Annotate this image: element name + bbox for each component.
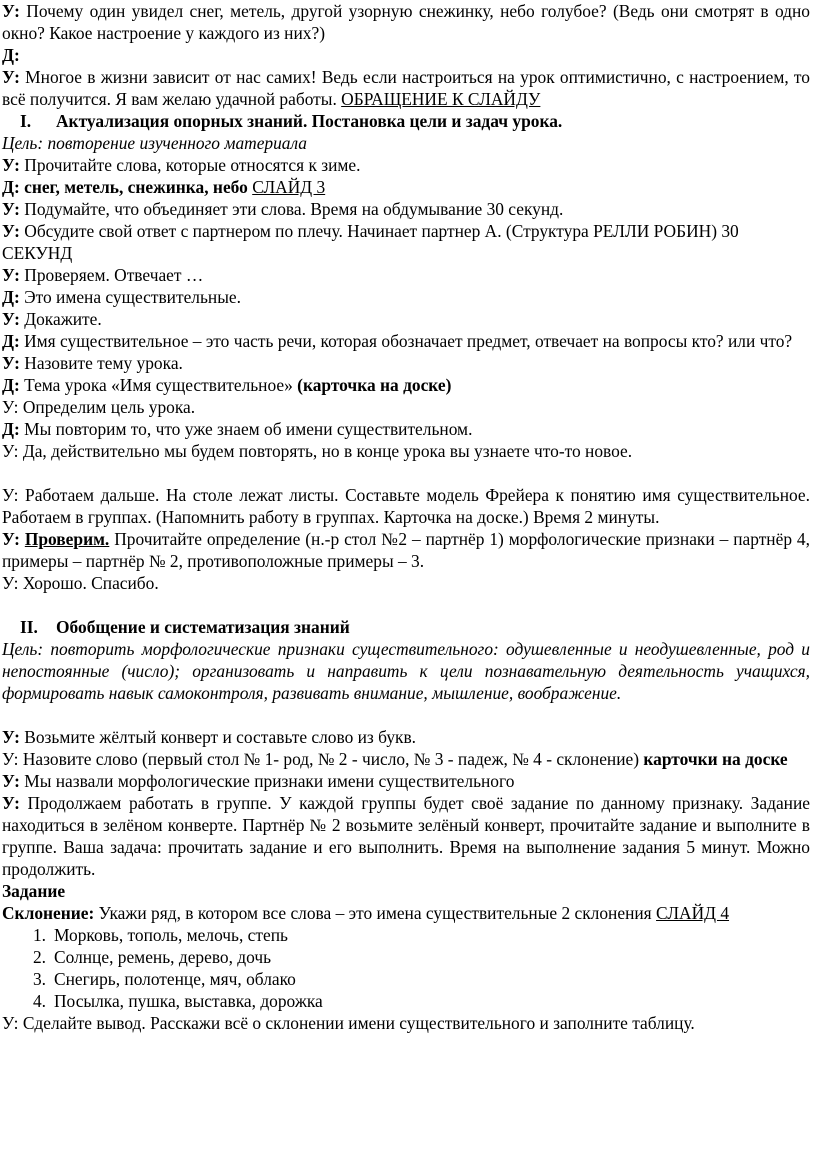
board-card-note: (карточка на доске) <box>297 375 452 395</box>
check-label: Проверим. <box>24 529 110 549</box>
list-item <box>2 924 810 946</box>
section-number: I. <box>20 111 32 131</box>
speaker-label: Д: <box>2 331 20 351</box>
list-text: Снегирь, полотенце, мяч, облако <box>54 969 296 989</box>
paragraph-text: Почему один увидел снег, метель, другой узорную снежинку, небо голубое? (Ведь они смотрят в одно окно? Какое настроение у каждого из них?) <box>2 1 810 43</box>
paragraph-check <box>2 528 810 572</box>
speaker-label: У: <box>2 727 20 747</box>
paragraph <box>2 770 810 792</box>
section-heading-2 <box>2 616 810 638</box>
slide-reference: СЛАЙД 3 <box>252 177 326 197</box>
paragraph-text: Мы повторим то, что уже знаем об имени существительном. <box>19 419 473 439</box>
paragraph <box>2 264 810 286</box>
section-heading-1 <box>2 110 810 132</box>
paragraph-text: Укажи ряд, в котором все слова – это имена существительные 2 склонения <box>94 903 657 923</box>
speaker-label: У: <box>2 265 20 285</box>
paragraph-declension-task <box>2 902 810 924</box>
section-title: Актуализация опорных знаний. Постановка цели и задач урока. <box>56 111 563 131</box>
paragraph <box>2 748 810 770</box>
speaker-label: У: <box>2 199 20 219</box>
paragraph-text: Тема урока «Имя существительное» <box>19 375 298 395</box>
speaker-label: Д: <box>2 287 20 307</box>
paragraph <box>2 286 810 308</box>
paragraph <box>2 726 810 748</box>
paragraph-group-task <box>2 792 810 880</box>
paragraph: У: Да, действительно мы будем повторять, но в конце урока вы узнаете что-то новое. <box>2 441 633 461</box>
paragraph-text: Имя существительное – это часть речи, которая обозначает предмет, отвечает на вопросы кто? или что? <box>19 331 793 351</box>
paragraph <box>2 220 810 264</box>
paragraph <box>2 308 810 330</box>
section-goal: Цель: повторение изученного материала <box>2 133 307 153</box>
spacer <box>2 462 810 484</box>
paragraph <box>2 374 810 396</box>
task-label: Склонение: <box>2 903 95 923</box>
paragraph-text: Мы назвали морфологические признаки имени существительного <box>19 771 515 791</box>
speaker-label: У: <box>2 1 20 21</box>
paragraph-mood <box>2 66 810 110</box>
slide-reference: СЛАЙД 4 <box>656 903 730 923</box>
paragraph-text: У: Назовите слово (первый стол № 1- род, № 2 - число, № 3 - падеж, № 4 - склонение) <box>2 749 644 769</box>
section-title: Обобщение и систематизация знаний <box>56 617 350 637</box>
paragraph-text: Докажите. <box>19 309 102 329</box>
list-text: Посылка, пушка, выставка, дорожка <box>54 991 323 1011</box>
section-goal: Цель: повторить морфологические признаки существительного: одушевленные и неодушевленные, род и непостоянные (число); организовать и направить к цели познавательную деятельность учащихся, формировать навык самоконтроля, развивать внимание, мышление, воображение. <box>2 639 810 703</box>
speaker-label: У: <box>2 353 20 373</box>
list-text: Морковь, тополь, мелочь, степь <box>54 925 288 945</box>
paragraph <box>2 418 810 440</box>
section-number: II. <box>20 617 38 637</box>
speaker-answer: Д: снег, метель, снежинка, небо <box>2 177 248 197</box>
list-item <box>2 990 810 1012</box>
list-number: 2. <box>32 947 46 967</box>
paragraph-text: Назовите тему урока. <box>19 353 183 373</box>
speaker-label: У: <box>2 793 20 813</box>
paragraph-text: Продолжаем работать в группе. У каждой группы будет своё задание по данному признаку. Задание находиться в зелёном конверте. Партнёр № 2 возьмите зелёный конверт, прочитайте задание и выполните в группе. Ваша задача: прочитать задание и его выполнить. Время на выполнение задания 5 минут. Можно продолжить. <box>2 793 810 879</box>
speaker-label: У: <box>2 67 20 87</box>
paragraph: У: Хорошо. Спасибо. <box>2 573 159 593</box>
paragraph-text: Многое в жизни зависит от нас самих! Ведь если настроиться на урок оптимистично, с настроением, то всё получится. Я вам желаю удачной работы. <box>2 67 810 109</box>
paragraph-question <box>2 0 810 44</box>
speaker-label: Д: <box>2 419 20 439</box>
speaker-label: Д: <box>2 45 20 65</box>
list-item <box>2 968 810 990</box>
paragraph-text: Прочитайте слова, которые относятся к зиме. <box>19 155 361 175</box>
paragraph-text: Подумайте, что объединяет эти слова. Время на обдумывание 30 секунд. <box>19 199 564 219</box>
paragraph-conclusion: У: Сделайте вывод. Расскажи всё о склонении имени существительного и заполните таблицу. <box>2 1013 695 1033</box>
speaker-label: У: <box>2 771 20 791</box>
speaker-label: У: <box>2 155 20 175</box>
paragraph <box>2 198 810 220</box>
slide-reference: ОБРАЩЕНИЕ К СЛАЙДУ <box>341 89 541 109</box>
list-number: 4. <box>32 991 46 1011</box>
speaker-label: У: <box>2 529 20 549</box>
paragraph-frayer: У: Работаем дальше. На столе лежат листы. Составьте модель Фрейера к понятию имя существительное. Работаем в группах. (Напомнить работу в группах. Карточка на доске.) Время 2 минуты. <box>2 485 810 527</box>
paragraph-text: Возьмите жёлтый конверт и составьте слово из букв. <box>19 727 417 747</box>
task-title: Задание <box>2 881 66 901</box>
speaker-label: У: <box>2 221 20 241</box>
paragraph-answer-empty <box>2 44 810 66</box>
speaker-label: Д: <box>2 375 20 395</box>
paragraph-text: Обсудите свой ответ с партнером по плечу. Начинает партнер А. (Структура РЕЛЛИ РОБИН) 30 СЕКУНД <box>2 221 739 263</box>
paragraph <box>2 330 810 352</box>
paragraph: У: Определим цель урока. <box>2 397 196 417</box>
paragraph-text: Прочитайте определение (н.-р стол №2 – партнёр 1) морфологические признаки – партнёр 4, примеры – партнёр № 2, противоположные примеры – 3. <box>2 529 810 571</box>
list-item <box>2 946 810 968</box>
paragraph-text: Это имена существительные. <box>19 287 241 307</box>
speaker-label: У: <box>2 309 20 329</box>
board-card-note: карточки на доске <box>643 749 788 769</box>
paragraph <box>2 176 810 198</box>
list-number: 3. <box>32 969 46 989</box>
paragraph <box>2 154 810 176</box>
spacer <box>2 594 810 616</box>
answer-options-list <box>2 924 810 1012</box>
spacer <box>2 704 810 726</box>
paragraph-text: Проверяем. Отвечает … <box>19 265 204 285</box>
paragraph <box>2 352 810 374</box>
list-text: Солнце, ремень, дерево, дочь <box>54 947 272 967</box>
list-number: 1. <box>32 925 46 945</box>
